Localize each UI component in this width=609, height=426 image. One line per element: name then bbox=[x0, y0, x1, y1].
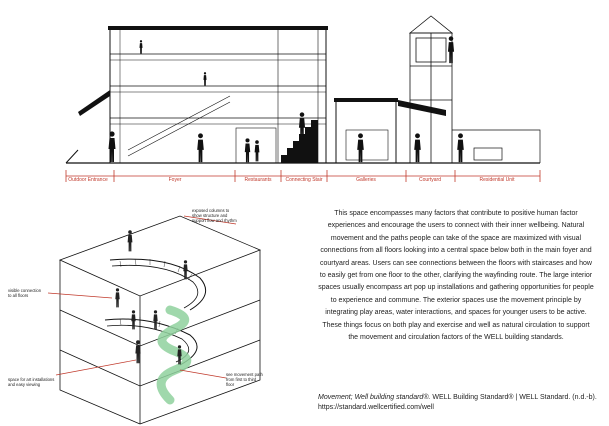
annotation-line: show structure and bbox=[192, 213, 228, 218]
annotation-line: and easy viewing bbox=[8, 382, 41, 387]
description-paragraph: This space encompasses many factors that contribute to positive human factor experiences and encourage the users to connect with their inner wellbeing. Natural movement and the paths people can take of the space are maximized with visual connections from all floors looking into a central space below both in the main foyer and courtyard areas. Users can see connections between the floors with staircases and how to easily get from one floor to the other, clarifying the wayfinding route. The large interior spaces usually encompass art pop up installations and gathering opportunities for people to experience and commune. The exterior spaces use the movement principle by integrating play areas, water interactions, and spaces for younger users to be active. These things focus on both play and exercise and well as natural circulation to support the movement and circulation factors of the WELL building standards. bbox=[318, 210, 594, 342]
annotation-line: support flow and rhythm bbox=[192, 218, 237, 223]
visible-connection-annotation bbox=[8, 288, 42, 298]
gallery-building bbox=[334, 98, 446, 163]
annotation-line: from first to third bbox=[226, 377, 257, 382]
people-figures bbox=[109, 36, 464, 162]
building-section-drawing bbox=[0, 0, 609, 200]
citation-source: WELL Building Standard® | WELL Standard. (n.d.-b). bbox=[430, 394, 597, 401]
zone-label: Connecting Stair bbox=[285, 177, 323, 183]
annotation-line: space for art installations bbox=[8, 377, 55, 382]
residential-unit bbox=[452, 130, 540, 163]
annotation-leaders bbox=[48, 216, 236, 378]
annotation-line: see movement path bbox=[226, 372, 263, 377]
movement-path-annotation bbox=[226, 372, 263, 387]
citation-url[interactable]: https://standard.wellcertified.com/well bbox=[318, 404, 434, 411]
zone-label: Galleries bbox=[356, 177, 376, 183]
movement-path bbox=[161, 310, 187, 400]
zone-label: Restaurants bbox=[244, 177, 272, 183]
annotation-line: floor bbox=[226, 382, 235, 387]
zone-label: Residential Unit bbox=[479, 177, 515, 183]
zone-label: Foyer bbox=[168, 177, 182, 183]
zone-label: Outdoor Entrance bbox=[68, 177, 108, 183]
citation-title: Movement; Well building standard®. bbox=[318, 394, 431, 401]
annotation-line: visible connection bbox=[8, 288, 42, 293]
axon-people bbox=[115, 230, 187, 364]
zone-label: Courtyard bbox=[419, 177, 441, 183]
axonometric-drawing bbox=[0, 200, 310, 426]
annotation-line: to all floors bbox=[8, 293, 29, 298]
citation bbox=[318, 393, 608, 413]
exposed-columns-annotation bbox=[192, 208, 237, 223]
space-installations-annotation bbox=[8, 377, 54, 387]
entrance-canopy bbox=[66, 90, 110, 163]
annotation-line: exposed columns to bbox=[192, 208, 230, 213]
